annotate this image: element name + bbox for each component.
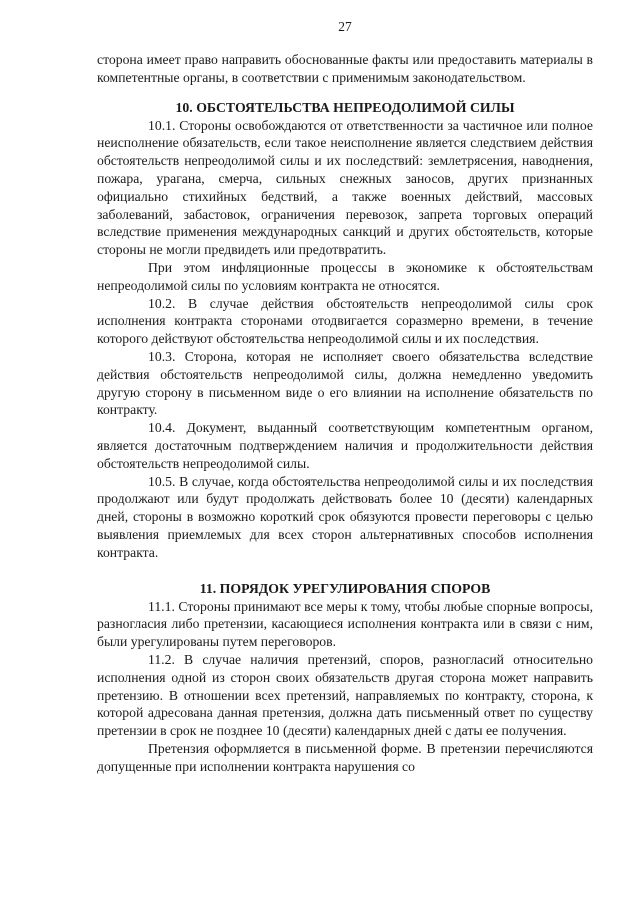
paragraph-11-2: 11.2. В случае наличия претензий, споров, разногласий относительно исполнения одной из сторон своих обязательств другая сторона может направить претензию. В отношении всех претензий, направляемых по контракту, сторона, к которой адресована данная претензия, должна дать письменный ответ по существу претензии в срок не позднее 10 (десяти) календарных дней с даты ее получения.: [97, 651, 593, 739]
paragraph-10-1-inflation: При этом инфляционные процессы в экономике к обстоятельствам непреодолимой силы по условиям контракта не относятся.: [97, 259, 593, 293]
section-10-title: 10. ОБСТОЯТЕЛЬСТВА НЕПРЕОДОЛИМОЙ СИЛЫ: [175, 99, 515, 115]
intro-paragraph: сторона имеет право направить обоснованные факты или предоставить материалы в компетентные органы, в соответствии с применимым законодательством.: [97, 52, 593, 85]
spacer: [97, 87, 593, 99]
paragraph-10-4: 10.4. Документ, выданный соответствующим компетентным органом, является достаточным подтверждением наличия и продолжительности действия обстоятельств непреодолимой силы.: [97, 420, 593, 471]
section-11-title: 11. ПОРЯДОК УРЕГУЛИРОВАНИЯ СПОРОВ: [199, 580, 491, 596]
spacer: [97, 562, 593, 580]
paragraph-10-3: 10.3. Сторона, которая не исполняет своего обязательства вследствие действия обстоятельств непреодолимой силы, должна немедленно уведомить другую сторону в письменном виде о его влиянии на исполнение обязательств по контракту.: [97, 348, 593, 418]
paragraph-11-1: 11.1. Стороны принимают все меры к тому, чтобы любые спорные вопросы, разногласия либо претензии, касающиеся исполнения контракта или в связи с ним, были урегулированы путем переговоров.: [97, 598, 593, 650]
paragraph-10-1: 10.1. Стороны освобождаются от ответственности за частичное или полное неисполнение обязательств, если такое неисполнение является следствием действия обстоятельств непреодолимой силы и их последствий: землетрясения, наводнения, пожара, урагана, смерча, сильных снежных заносов, других признанных официально стихийных бедствий, а также военных действий, массовых заболеваний, забастовок, ограничения перевозок, запрета торговых операций вследствие применения международных санкций и других обстоятельств, которые стороны не могли предвидеть или предотвратить.: [97, 117, 593, 258]
page-number: 27: [338, 19, 352, 34]
paragraph-11-claim: Претензия оформляется в письменной форме. В претензии перечисляются допущенные при исполнении контракта нарушения со: [97, 740, 593, 774]
paragraph-10-2: 10.2. В случае действия обстоятельств непреодолимой силы срок исполнения контракта сторонами отодвигается соразмерно времени, в течение которого действуют обстоятельства непреодолимой силы и их последствия.: [97, 295, 593, 347]
paragraph-10-5: 10.5. В случае, когда обстоятельства непреодолимой силы и их последствия продолжают или будут продолжать действовать более 10 (десяти) календарных дней, стороны в возможно короткий срок обязуются провести переговоры с целью выявления приемлемых для всех сторон альтернативных способов исполнения контракта.: [97, 473, 593, 560]
